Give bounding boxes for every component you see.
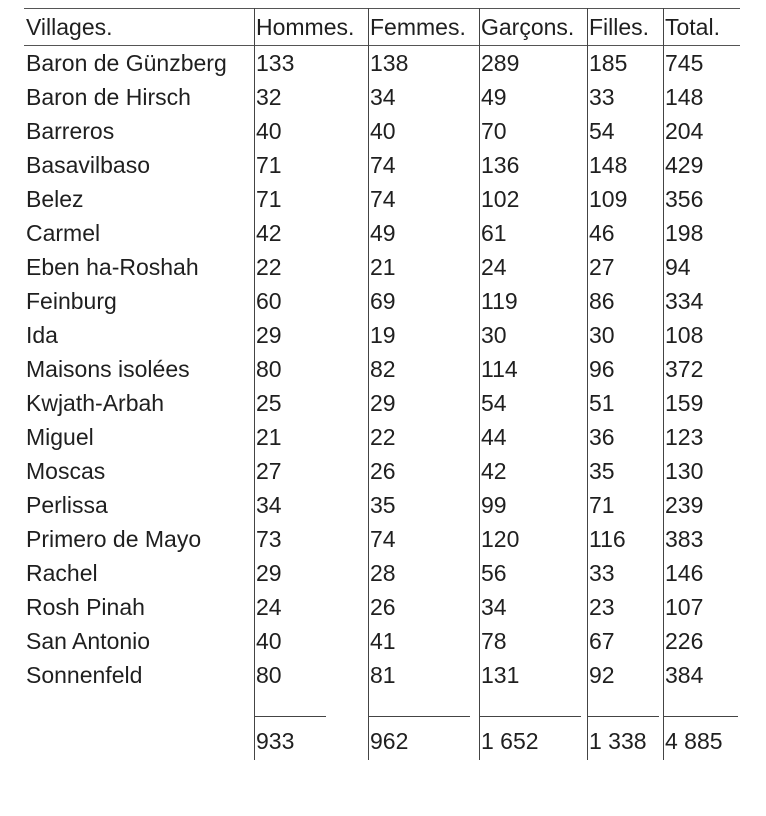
cell-total: 226 [665,628,704,654]
cell-village: Carmel [26,220,101,246]
cell-filles: 35 [589,458,615,484]
table-row [24,114,740,148]
total-filles: 1 338 [589,728,647,754]
table-header [24,8,740,46]
table-row [24,318,740,352]
table-row [24,420,740,454]
cell-hommes: 24 [256,594,282,620]
cell-hommes: 29 [256,322,282,348]
table-row [24,182,740,216]
table-row [24,624,740,658]
cell-hommes: 40 [256,118,282,144]
table-row [24,80,740,114]
cell-femmes: 41 [370,628,396,654]
cell-filles: 148 [589,152,628,178]
cell-hommes: 29 [256,560,282,586]
cell-garcons: 289 [481,50,520,76]
total-total: 4 885 [665,728,723,754]
table-row [24,148,740,182]
cell-filles: 71 [589,492,615,518]
cell-garcons: 49 [481,84,507,110]
cell-total: 372 [665,356,704,382]
table-row [24,590,740,624]
cell-village: Basavilbaso [26,152,151,178]
cell-filles: 27 [589,254,615,280]
cell-garcons: 136 [481,152,520,178]
total-femmes: 962 [370,728,409,754]
cell-hommes: 32 [256,84,282,110]
cell-total: 356 [665,186,704,212]
cell-village: Rosh Pinah [26,594,145,620]
table-row [24,658,740,692]
cell-garcons: 78 [481,628,507,654]
cell-femmes: 40 [370,118,396,144]
cell-filles: 33 [589,84,615,110]
header-villages: Villages. [26,14,113,40]
cell-filles: 33 [589,560,615,586]
cell-total: 146 [665,560,704,586]
cell-filles: 86 [589,288,615,314]
cell-total: 108 [665,322,704,348]
cell-femmes: 74 [370,152,396,178]
cell-filles: 36 [589,424,615,450]
cell-total: 384 [665,662,704,688]
cell-filles: 109 [589,186,628,212]
table-row [24,386,740,420]
cell-total: 198 [665,220,704,246]
cell-total: 334 [665,288,704,314]
table-row [24,454,740,488]
cell-femmes: 82 [370,356,396,382]
cell-village: Ida [26,322,58,348]
header-femmes: Femmes. [370,14,466,40]
cell-total: 107 [665,594,704,620]
cell-village: Feinburg [26,288,117,314]
cell-total: 148 [665,84,704,110]
cell-hommes: 21 [256,424,282,450]
cell-total: 239 [665,492,704,518]
population-table [24,8,740,758]
cell-hommes: 80 [256,662,282,688]
cell-femmes: 69 [370,288,396,314]
cell-garcons: 61 [481,220,507,246]
total-garcons: 1 652 [481,728,539,754]
column-rule [368,8,369,760]
sum-underlines [24,692,740,724]
cell-village: Kwjath-Arbah [26,390,165,416]
cell-femmes: 21 [370,254,396,280]
cell-femmes: 28 [370,560,396,586]
cell-garcons: 131 [481,662,520,688]
cell-garcons: 42 [481,458,507,484]
cell-hommes: 71 [256,152,282,178]
cell-garcons: 120 [481,526,520,552]
cell-total: 429 [665,152,704,178]
cell-hommes: 40 [256,628,282,654]
cell-garcons: 44 [481,424,507,450]
cell-garcons: 99 [481,492,507,518]
cell-femmes: 35 [370,492,396,518]
cell-femmes: 26 [370,594,396,620]
cell-femmes: 49 [370,220,396,246]
cell-village: Sonnenfeld [26,662,143,688]
table-row [24,216,740,250]
cell-garcons: 56 [481,560,507,586]
sum-underline [663,716,738,717]
cell-hommes: 42 [256,220,282,246]
cell-filles: 185 [589,50,628,76]
sum-underline [479,716,581,717]
cell-hommes: 80 [256,356,282,382]
cell-village: Moscas [26,458,106,484]
cell-hommes: 73 [256,526,282,552]
cell-filles: 116 [589,526,626,552]
cell-hommes: 60 [256,288,282,314]
cell-femmes: 22 [370,424,396,450]
cell-filles: 46 [589,220,615,246]
cell-filles: 67 [589,628,615,654]
header-hommes: Hommes. [256,14,355,40]
cell-filles: 96 [589,356,615,382]
total-hommes: 933 [256,728,295,754]
table-row [24,284,740,318]
cell-femmes: 81 [370,662,396,688]
header-garcons: Garçons. [481,14,575,40]
sum-underline [587,716,659,717]
column-rule [587,8,588,760]
cell-village: Rachel [26,560,98,586]
cell-village: Baron de Hirsch [26,84,191,110]
cell-garcons: 34 [481,594,507,620]
cell-village: Maisons isolées [26,356,190,382]
cell-garcons: 54 [481,390,507,416]
cell-filles: 23 [589,594,615,620]
cell-village: Barreros [26,118,115,144]
cell-femmes: 26 [370,458,396,484]
table-row [24,556,740,590]
cell-garcons: 70 [481,118,507,144]
cell-femmes: 34 [370,84,396,110]
cell-village: Miguel [26,424,94,450]
sum-underline [254,716,326,717]
header-filles: Filles. [589,14,650,40]
cell-garcons: 24 [481,254,507,280]
cell-filles: 30 [589,322,615,348]
cell-village: Baron de Günzberg [26,50,227,76]
totals-row [24,724,740,758]
column-rule [663,8,664,760]
table-body [24,46,740,692]
cell-hommes: 133 [256,50,295,76]
table-row [24,522,740,556]
table-row [24,352,740,386]
cell-filles: 51 [589,390,615,416]
cell-garcons: 114 [481,356,518,382]
cell-garcons: 119 [481,288,518,314]
cell-garcons: 102 [481,186,520,212]
cell-total: 123 [665,424,704,450]
cell-hommes: 71 [256,186,282,212]
cell-total: 159 [665,390,704,416]
sum-underline [368,716,470,717]
header-total: Total. [665,14,720,40]
cell-village: Belez [26,186,84,212]
cell-filles: 92 [589,662,615,688]
cell-total: 745 [665,50,704,76]
table-row [24,488,740,522]
cell-total: 383 [665,526,704,552]
cell-hommes: 34 [256,492,282,518]
cell-hommes: 25 [256,390,282,416]
cell-hommes: 22 [256,254,282,280]
cell-total: 130 [665,458,704,484]
column-rule [254,8,255,760]
cell-total: 94 [665,254,691,280]
table-row [24,46,740,80]
cell-femmes: 74 [370,526,396,552]
cell-hommes: 27 [256,458,282,484]
table-row [24,250,740,284]
cell-total: 204 [665,118,704,144]
cell-femmes: 19 [370,322,396,348]
cell-femmes: 74 [370,186,396,212]
cell-filles: 54 [589,118,615,144]
cell-village: San Antonio [26,628,151,654]
cell-femmes: 138 [370,50,409,76]
column-rule [479,8,480,760]
cell-village: Perlissa [26,492,108,518]
cell-village: Primero de Mayo [26,526,202,552]
cell-femmes: 29 [370,390,396,416]
cell-village: Eben ha-Roshah [26,254,199,280]
cell-garcons: 30 [481,322,507,348]
